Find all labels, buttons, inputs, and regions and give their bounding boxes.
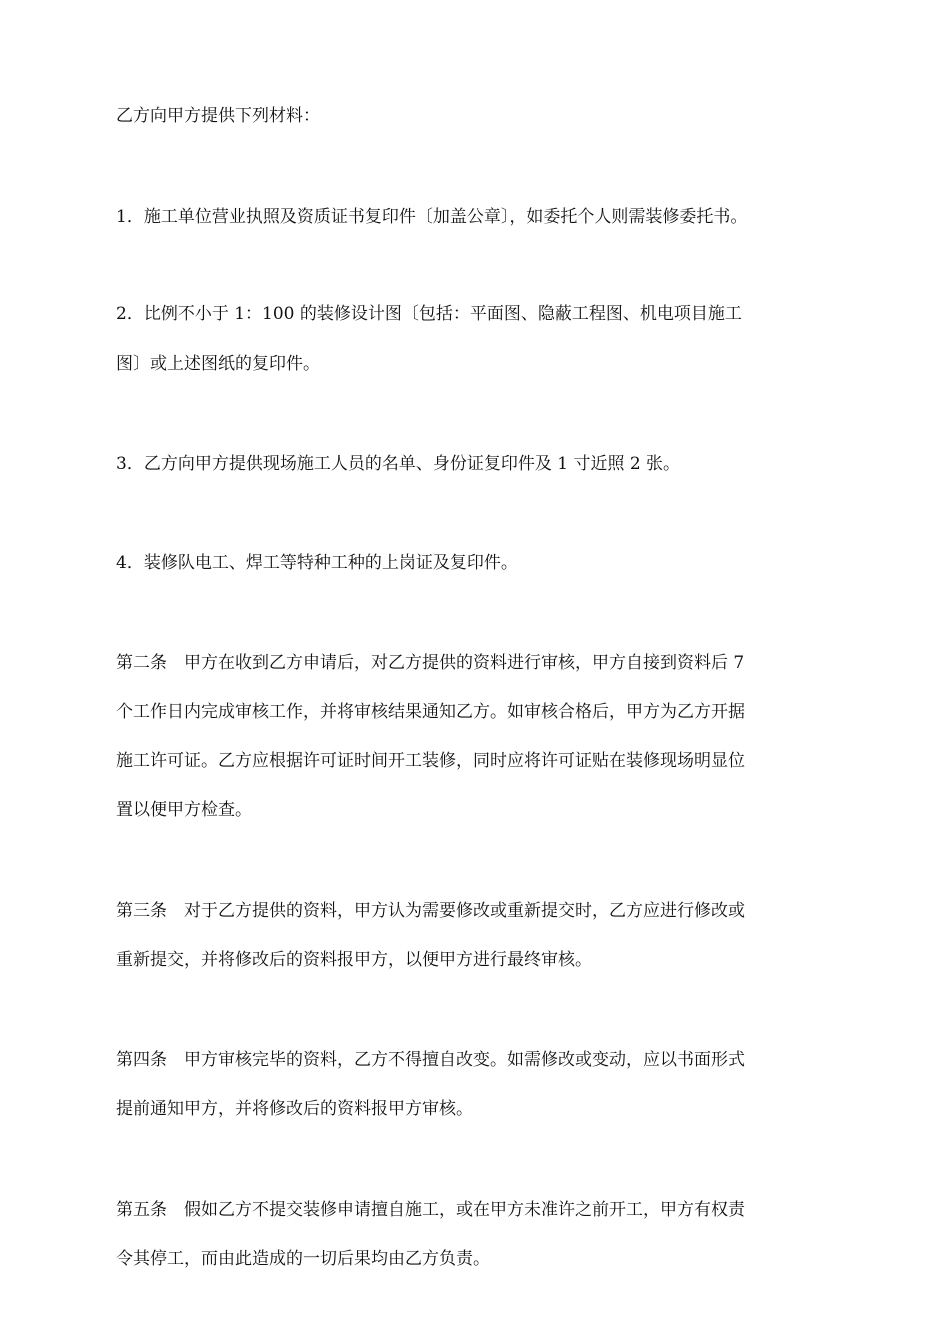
article-3-line-2: 重新提交，并将修改后的资料报甲方，以便甲方进行最终审核。 [116,950,592,970]
item-4: 4．装修队电工、焊工等特种工种的上岗证及复印件。 [116,553,518,573]
item-2-line-2: 图〕或上述图纸的复印件。 [116,354,320,374]
item-1: 1．施工单位营业执照及资质证书复印件〔加盖公章〕，如委托个人则需装修委托书。 [116,207,748,227]
article-2-line-2: 个工作日内完成审核工作，并将审核结果通知乙方。如审核合格后，甲方为乙方开据 [116,702,745,722]
item-2-line-1 [116,302,838,326]
article-2-line-4: 置以便甲方检查。 [116,800,252,820]
item-3: 3．乙方向甲方提供现场施工人员的名单、身份证复印件及 1 寸近照 2 张。 [116,454,681,474]
article-5-line-1: 第五条 假如乙方不提交装修申请擅自施工，或在甲方未准许之前开工，甲方有权责 [116,1200,745,1220]
article-3-line-1: 第三条 对于乙方提供的资料，甲方认为需要修改或重新提交时，乙方应进行修改或 [116,901,745,921]
article-4-line-2: 提前通知甲方，并将修改后的资料报甲方审核。 [116,1099,473,1119]
article-2-line-3: 施工许可证。乙方应根据许可证时间开工装修，同时应将许可证贴在装修现场明显位 [116,751,745,771]
article-5-line-2: 令其停工，而由此造成的一切后果均由乙方负责。 [116,1249,490,1269]
intro-paragraph: 乙方向甲方提供下列材料： [116,106,320,126]
item-2-line-1-text: 2．比例不小于 1：100 的装修设计图〔包括：平面图、隐蔽工程图、机电项目施工 [116,304,742,324]
article-4-line-1: 第四条 甲方审核完毕的资料，乙方不得擅自改变。如需修改或变动，应以书面形式 [116,1050,745,1070]
article-2-line-1: 第二条 甲方在收到乙方申请后，对乙方提供的资料进行审核，甲方自接到资料后 7 [116,653,745,673]
